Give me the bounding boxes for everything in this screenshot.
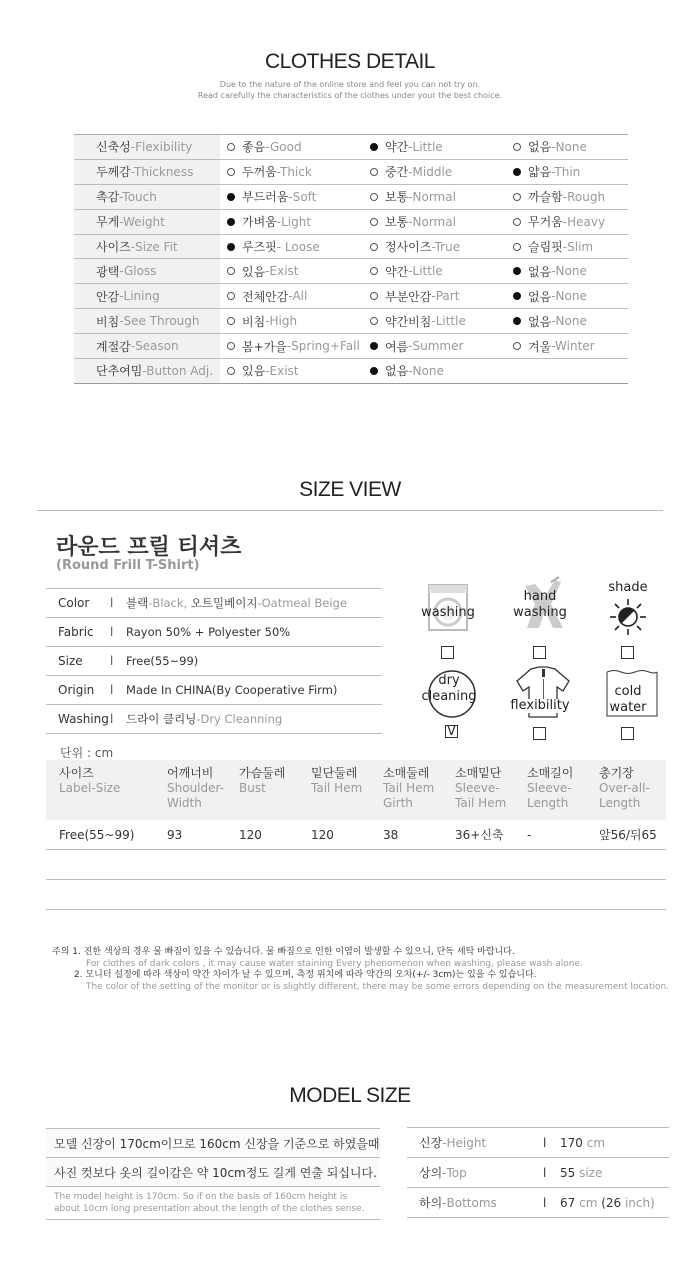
- info-value: [126, 711, 282, 727]
- clothes-detail-table: [74, 134, 628, 384]
- empty-circle-icon: [513, 218, 521, 226]
- detail-option: [363, 288, 506, 305]
- care-label: flexibility: [505, 699, 575, 713]
- detail-label-ko: 계절감: [96, 339, 131, 354]
- size-header-ko: 총기장: [599, 766, 634, 780]
- empty-circle-icon: [370, 317, 378, 325]
- option-ko: 얇음: [528, 165, 552, 180]
- filled-circle-icon: [513, 267, 521, 275]
- detail-row: [74, 135, 628, 160]
- option-ko: 까슬함: [528, 190, 563, 205]
- detail-label-en: -Lining: [119, 289, 160, 304]
- option-en: -None: [551, 264, 587, 279]
- detail-label: [74, 334, 220, 358]
- info-value: [126, 683, 337, 697]
- care-dry-cleaning: [414, 668, 484, 739]
- detail-option: [363, 163, 506, 180]
- detail-label: [74, 210, 220, 234]
- detail-option: [506, 263, 626, 280]
- size-table: [46, 760, 666, 910]
- care-checkbox-cold-water[interactable]: [621, 727, 634, 740]
- option-en: -Normal: [408, 189, 456, 204]
- detail-option: [506, 238, 626, 255]
- model-stat-separator: l: [543, 1135, 547, 1150]
- option-ko: 없음: [385, 364, 409, 379]
- model-stat-unit: size: [575, 1165, 603, 1180]
- model-desc-line-2: 사진 컷보다 옷의 길이감은 약 10cm정도 길게 연출 되십니다.: [46, 1157, 380, 1186]
- detail-label-en: -Flexibility: [130, 139, 193, 154]
- option-en: -None: [551, 139, 587, 154]
- detail-option: [506, 213, 626, 230]
- option-ko: 있음: [242, 264, 266, 279]
- size-header-cell: [527, 766, 599, 820]
- filled-circle-icon: [227, 218, 235, 226]
- size-header-en: Tail Hem Girth: [383, 781, 435, 810]
- info-label: Fabric: [58, 625, 94, 639]
- option-en: -Soft: [288, 189, 317, 204]
- option-en: -Slim: [562, 239, 594, 254]
- model-stat-number: 55: [560, 1165, 576, 1180]
- detail-option: [363, 188, 506, 205]
- model-stat-label: [407, 1194, 543, 1211]
- model-stat-en: -Top: [442, 1166, 467, 1180]
- detail-label: [74, 135, 220, 159]
- info-value-part: Free(55~99): [126, 654, 199, 668]
- model-stats-table: [407, 1127, 669, 1218]
- option-en: -Thin: [551, 164, 581, 179]
- option-en: -Little: [408, 139, 443, 154]
- info-value: [126, 654, 198, 668]
- size-table-header: [46, 760, 666, 820]
- empty-circle-icon: [227, 143, 235, 151]
- size-cell: 120: [239, 827, 262, 842]
- detail-option: [506, 188, 626, 205]
- care-label: washing: [421, 605, 475, 620]
- size-cell: 93: [167, 827, 183, 842]
- size-view-title: SIZE VIEW: [299, 478, 401, 501]
- model-stat-number: 67: [560, 1195, 576, 1210]
- empty-circle-icon: [370, 218, 378, 226]
- model-stat-extra-unit: inch): [621, 1195, 655, 1210]
- option-ko: 없음: [528, 289, 552, 304]
- detail-option: [220, 238, 363, 255]
- info-row: [46, 705, 382, 734]
- detail-option: [220, 188, 363, 205]
- detail-option: [363, 138, 506, 155]
- option-ko: 무거움: [528, 215, 563, 230]
- detail-option: [220, 362, 363, 379]
- model-stat-separator: l: [543, 1195, 547, 1210]
- option-en: -Exist: [265, 264, 299, 279]
- option-ko: 비침: [242, 314, 266, 329]
- model-desc-note: [46, 1186, 380, 1220]
- care-shade: [593, 581, 663, 640]
- info-value-part: -Black,: [148, 596, 191, 610]
- option-ko: 두꺼움: [242, 165, 277, 180]
- option-ko: 부드러움: [242, 190, 289, 205]
- option-en: -Rough: [562, 189, 606, 204]
- size-header-cell: [455, 766, 527, 820]
- detail-option: [220, 288, 363, 305]
- option-ko: 여름: [385, 339, 409, 354]
- detail-row: [74, 235, 628, 260]
- model-stat-row: [407, 1158, 669, 1188]
- option-ko: 봄+가을: [242, 339, 287, 354]
- option-ko: 정사이즈: [385, 240, 432, 254]
- option-ko: 전체안감: [242, 289, 289, 304]
- model-stat-number: 170: [560, 1135, 583, 1150]
- option-ko: 없음: [528, 314, 552, 329]
- detail-option: [220, 138, 363, 155]
- hand-wash-icon: [515, 576, 565, 632]
- care-checkbox-dry-cleaning[interactable]: V: [445, 725, 458, 738]
- unit-label: 단위 : cm: [60, 746, 114, 760]
- size-cell: -: [527, 827, 532, 842]
- option-en: -Winter: [551, 339, 595, 354]
- empty-circle-icon: [227, 317, 235, 325]
- model-stat-value: [560, 1166, 602, 1180]
- info-separator: l: [110, 625, 114, 639]
- detail-label-ko: 두께감: [96, 165, 131, 180]
- option-ko: 약간: [385, 264, 409, 279]
- option-ko: 겨울: [528, 339, 552, 354]
- model-stat-ko: 신장: [419, 1136, 443, 1150]
- option-ko: 없음: [528, 264, 552, 279]
- detail-option: [506, 163, 626, 180]
- size-cell: 앞56/뒤65: [599, 828, 657, 842]
- option-en: -Middle: [408, 164, 453, 179]
- option-en: -Normal: [408, 214, 456, 229]
- clothes-detail-subtitle-1: Due to the nature of the online store and feel you can not try on.: [219, 80, 481, 89]
- info-row: [46, 647, 382, 676]
- product-name: 라운드 프릴 티셔츠: [56, 535, 242, 560]
- care-label: shade: [608, 580, 648, 595]
- size-header-cell: [311, 766, 383, 820]
- detail-label: [74, 160, 220, 184]
- empty-circle-icon: [227, 267, 235, 275]
- model-size-title: MODEL SIZE: [289, 1084, 411, 1107]
- care-label-2: cleaning: [421, 689, 477, 704]
- size-header-en: Sleeve- Tail Hem: [455, 781, 507, 810]
- detail-option: [363, 313, 506, 330]
- detail-label-ko: 촉감: [96, 190, 120, 205]
- option-ko: 루즈핏: [242, 240, 277, 254]
- detail-option: [363, 338, 506, 355]
- detail-label-ko: 사이즈: [96, 240, 131, 254]
- model-desc-line-1: 모델 신장이 170cm이므로 160cm 신장을 기준으로 하였을때: [46, 1128, 380, 1157]
- info-row: [46, 618, 382, 647]
- option-ko: 없음: [528, 140, 552, 155]
- detail-label-en: -Thickness: [130, 164, 194, 179]
- option-en: -High: [265, 314, 298, 329]
- size-cell: 38: [383, 827, 399, 842]
- care-label-1: dry: [438, 673, 460, 688]
- size-header-en: Shoulder- Width: [167, 781, 224, 810]
- size-header-ko: 소매길이: [527, 766, 574, 780]
- detail-option: [220, 313, 363, 330]
- model-note-line-1: The model height is 170cm. So if on the basis of 160cm height is: [54, 1192, 348, 1202]
- care-label-2: water: [609, 700, 647, 715]
- empty-circle-icon: [227, 342, 235, 350]
- model-stat-en: -Bottoms: [442, 1196, 497, 1210]
- detail-label: [74, 185, 220, 209]
- detail-label-en: -Weight: [119, 214, 165, 229]
- detail-label-ko: 단추여밈: [96, 364, 143, 379]
- care-label-1: hand: [523, 589, 557, 604]
- size-header-cell: [167, 766, 239, 820]
- note-2-en: The color of the setting of the monitor or is slightly different, there may be some errors depending on the measurement location.: [86, 981, 670, 992]
- model-stat-label: [407, 1164, 543, 1181]
- info-value-part: 블랙: [126, 596, 149, 610]
- empty-circle-icon: [370, 168, 378, 176]
- size-cell: 36+신축: [455, 828, 504, 842]
- option-en: -Heavy: [562, 214, 606, 229]
- model-stat-unit: cm: [582, 1135, 606, 1150]
- detail-row: [74, 160, 628, 185]
- detail-row: [74, 284, 628, 309]
- detail-row: [74, 334, 628, 359]
- model-note-line-2: about 10cm long presentation about the length of the clothes sense.: [54, 1204, 365, 1214]
- note-1-ko: 주의 1. 진한 색상의 경우 물 빠짐이 있을 수 있습니다. 물 빠짐으로 인한 이염이 발생할 수 있으니, 단독 세탁 바랍니다.: [52, 947, 515, 957]
- info-value-part: Rayon 50% + Polyester 50%: [126, 625, 291, 639]
- care-checkbox-shade[interactable]: [621, 646, 634, 659]
- empty-circle-icon: [370, 243, 378, 251]
- detail-option: [506, 338, 626, 355]
- size-cell: Free(55~99): [59, 827, 135, 842]
- filled-circle-icon: [227, 243, 235, 251]
- info-value-part: -Oatmeal Beige: [257, 596, 347, 610]
- size-table-body: [46, 820, 666, 850]
- empty-circle-icon: [370, 292, 378, 300]
- info-separator: l: [110, 654, 114, 668]
- info-row: [46, 589, 382, 618]
- detail-label-ko: 안감: [96, 289, 120, 304]
- info-value-part: -Dry Cleanning: [196, 712, 283, 726]
- info-label: Size: [58, 654, 83, 668]
- detail-option: [506, 288, 626, 305]
- option-ko: 좋음: [242, 140, 266, 155]
- empty-circle-icon: [370, 267, 378, 275]
- size-header-ko: 어깨너비: [167, 766, 214, 780]
- option-en: -True: [431, 239, 461, 254]
- size-header-en: Label-Size: [59, 781, 121, 795]
- size-header-cell: [383, 766, 455, 820]
- detail-label-en: -Size Fit: [130, 239, 178, 254]
- detail-label: [74, 284, 220, 308]
- detail-label-ko: 비침: [96, 314, 120, 329]
- filled-circle-icon: [513, 292, 521, 300]
- option-en: -Light: [276, 214, 312, 229]
- option-en: -Summer: [408, 339, 464, 354]
- size-header-ko: 소매둘레: [383, 766, 430, 780]
- care-checkbox-washing[interactable]: [441, 646, 454, 659]
- empty-circle-icon: [513, 243, 521, 251]
- option-en: -None: [551, 314, 587, 329]
- product-info-table: [46, 588, 382, 734]
- option-en: -None: [408, 363, 444, 378]
- detail-label-ko: 무게: [96, 215, 120, 230]
- option-ko: 약간: [385, 140, 409, 155]
- detail-label-en: -Season: [130, 339, 179, 354]
- size-header-cell: [599, 766, 666, 820]
- info-label: Color: [58, 596, 90, 610]
- size-header-cell: [46, 766, 167, 820]
- option-ko: 중간: [385, 165, 409, 180]
- note-2-ko: 2. 모니터 설정에 따라 색상이 약간 차이가 날 수 있으며, 측정 위치에 따라 약간의 오차(+/- 3cm)는 있을 수 있습니다.: [74, 970, 537, 980]
- detail-label: [74, 259, 220, 283]
- detail-label-en: -Touch: [119, 189, 157, 204]
- size-header-ko: 밑단둘레: [311, 766, 358, 780]
- detail-option: [220, 263, 363, 280]
- option-en: - Loose: [276, 239, 320, 254]
- size-table-empty-row: [46, 850, 666, 880]
- size-header-en: Tail Hem: [311, 781, 363, 795]
- care-washing: [413, 584, 483, 635]
- sun-shade-icon: [608, 597, 648, 637]
- size-row: [46, 820, 666, 850]
- size-header-ko: 사이즈: [59, 766, 94, 780]
- product-name-en: (Round Frill T-Shirt): [56, 558, 200, 573]
- detail-label-ko: 광택: [96, 264, 120, 279]
- size-header-en: Sleeve- Length: [527, 781, 572, 810]
- size-table-empty-row: [46, 880, 666, 910]
- detail-row: [74, 185, 628, 210]
- care-hand-washing: [505, 576, 575, 635]
- info-label: Washing: [58, 712, 109, 726]
- info-value-part: 드라이 클리닝: [126, 712, 197, 726]
- care-checkbox-hand-washing[interactable]: [533, 646, 546, 659]
- filled-circle-icon: [513, 168, 521, 176]
- model-stat-value: [560, 1196, 655, 1210]
- model-stat-separator: l: [543, 1165, 547, 1180]
- detail-label-en: -See Through: [119, 314, 200, 329]
- detail-row: [74, 309, 628, 334]
- filled-circle-icon: [513, 317, 521, 325]
- filled-circle-icon: [370, 143, 378, 151]
- option-en: -Good: [265, 139, 302, 154]
- option-en: -Thick: [276, 164, 312, 179]
- option-en: -Part: [431, 289, 460, 304]
- empty-circle-icon: [513, 193, 521, 201]
- detail-row: [74, 359, 628, 384]
- option-en: -Little: [408, 264, 443, 279]
- info-separator: l: [110, 596, 114, 610]
- option-ko: 보통: [385, 215, 409, 230]
- option-ko: 부분안감: [385, 289, 432, 304]
- option-ko: 보통: [385, 190, 409, 205]
- option-en: -Spring+Fall: [286, 339, 360, 354]
- model-stat-row: [407, 1188, 669, 1218]
- care-cold-water: [593, 668, 663, 721]
- option-en: -Exist: [265, 363, 299, 378]
- care-flexibility: [505, 665, 575, 724]
- care-checkbox-flexibility[interactable]: [533, 727, 546, 740]
- detail-option: [363, 362, 483, 379]
- detail-option: [506, 313, 626, 330]
- model-stat-ko: 하의: [419, 1196, 443, 1210]
- detail-option: [220, 213, 363, 230]
- empty-circle-icon: [370, 193, 378, 201]
- size-header-en: Over-all- Length: [599, 781, 650, 810]
- model-stat-extra: (26: [601, 1195, 622, 1210]
- model-stat-value: [560, 1136, 605, 1150]
- model-size-description: [46, 1128, 380, 1220]
- size-header-cell: [239, 766, 311, 820]
- size-header-ko: 가슴둘레: [239, 766, 286, 780]
- care-label-2: washing: [513, 605, 567, 620]
- model-stat-row: [407, 1128, 669, 1158]
- size-cell: 120: [311, 827, 334, 842]
- detail-option: [363, 213, 506, 230]
- filled-circle-icon: [370, 342, 378, 350]
- size-header-en: Bust: [239, 781, 266, 795]
- clothes-detail-subtitle-2: Read carefully the characteristics of the clothes under your the best choice.: [197, 91, 503, 100]
- info-value: [126, 625, 290, 639]
- empty-circle-icon: [513, 342, 521, 350]
- option-ko: 약간비침: [385, 314, 432, 329]
- empty-circle-icon: [227, 292, 235, 300]
- info-value-part: Made In CHINA(By Cooperative Firm): [126, 683, 338, 697]
- size-notes: [52, 947, 672, 993]
- detail-row: [74, 259, 628, 284]
- empty-circle-icon: [513, 143, 521, 151]
- option-ko: 있음: [242, 364, 266, 379]
- filled-circle-icon: [370, 367, 378, 375]
- option-ko: 가벼움: [242, 215, 277, 230]
- detail-label-en: -Gloss: [119, 264, 157, 279]
- option-en: -Little: [431, 314, 466, 329]
- size-header-ko: 소매밑단: [455, 766, 502, 780]
- care-label-1: cold: [614, 684, 642, 699]
- info-value: [126, 595, 347, 611]
- clothes-detail-title: CLOTHES DETAIL: [265, 50, 435, 73]
- detail-option: [220, 163, 363, 180]
- detail-label-en: -Button Adj.: [142, 363, 214, 378]
- detail-option: [363, 263, 506, 280]
- detail-label-ko: 신축성: [96, 140, 131, 155]
- detail-option: [506, 138, 626, 155]
- detail-row: [74, 210, 628, 235]
- info-label: Origin: [58, 683, 95, 697]
- option-en: -All: [288, 289, 308, 304]
- model-stat-label: [407, 1134, 543, 1151]
- detail-label: [74, 359, 220, 383]
- note-1-en: For clothes of dark colors , it may cause water staining Every phenomenon when washing, please wash alone.: [86, 958, 583, 969]
- empty-circle-icon: [227, 367, 235, 375]
- option-en: -None: [551, 289, 587, 304]
- option-ko: 슬림핏: [528, 240, 563, 254]
- size-view-divider: [37, 510, 663, 511]
- info-separator: l: [110, 683, 114, 697]
- detail-option: [363, 238, 506, 255]
- detail-label: [74, 309, 220, 333]
- empty-circle-icon: [227, 168, 235, 176]
- info-value-part: 오트밀베이지: [190, 596, 258, 610]
- model-stat-unit: cm: [575, 1195, 602, 1210]
- model-stat-ko: 상의: [419, 1166, 443, 1180]
- model-stat-en: -Height: [442, 1136, 487, 1150]
- filled-circle-icon: [227, 193, 235, 201]
- info-row: [46, 676, 382, 705]
- detail-label: [74, 235, 220, 259]
- detail-option: [220, 338, 363, 355]
- info-separator: l: [110, 712, 114, 726]
